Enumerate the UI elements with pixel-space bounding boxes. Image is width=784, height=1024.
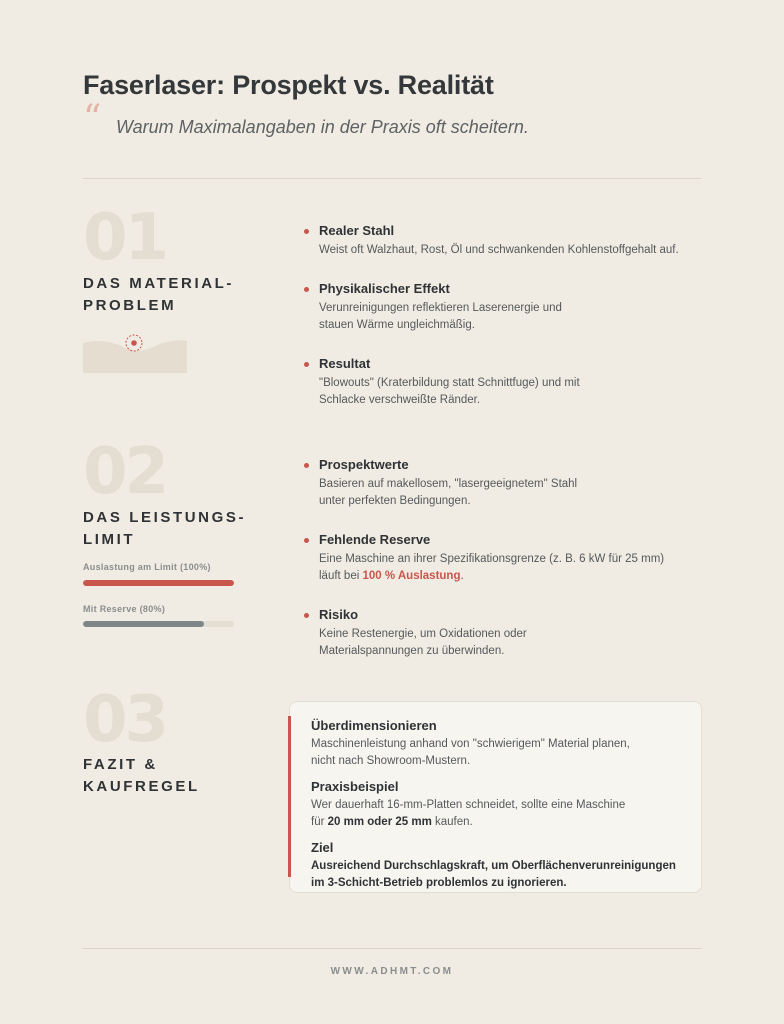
list-item: Resultat "Blowouts" (Kraterbildung statt Schnittfuge) und mit Schlacke verschweißte Ränder. xyxy=(304,356,704,409)
section-number-02: 02 xyxy=(83,435,167,509)
page-title: Faserlaser: Prospekt vs. Realität xyxy=(83,70,494,100)
section-number-01: 01 xyxy=(83,201,167,275)
section-title-material: DAS MATERIAL- PROBLEM xyxy=(83,275,235,314)
progress-bar-limit-fill xyxy=(83,580,234,586)
list-item: Realer Stahl Weist oft Walzhaut, Rost, Öl und schwankenden Kohlenstoffgehalt auf. xyxy=(304,223,704,259)
page-subtitle: Warum Maximalangaben in der Praxis oft scheitern. xyxy=(116,117,529,137)
progress-bar-limit xyxy=(83,580,234,586)
card-block-ueberdimensionieren: Überdimensionieren Maschinenleistung anhand von "schwierigem" Material planen, nicht nach Showroom-Mustern. xyxy=(311,718,630,767)
section-title-limit: DAS LEISTUNGS- LIMIT xyxy=(83,509,247,548)
card-block-ziel: Ziel Ausreichend Durchschlagskraft, um Oberflächenverunreinigungen im 3-Schicht-Betrieb problemlos zu ignorieren. xyxy=(311,840,676,889)
header-divider xyxy=(83,178,701,179)
footer-divider xyxy=(83,948,701,949)
section-number-03: 03 xyxy=(83,683,167,757)
list-item: Fehlende Reserve Eine Maschine an ihrer Spezifikationsgrenze (z. B. 6 kW für 25 mm) läuft bei 100 % Auslastung. xyxy=(304,532,704,585)
bar-label-reserve: Mit Reserve (80%) xyxy=(83,604,166,614)
section-01-bullets xyxy=(304,223,704,431)
section-title-fazit: FAZIT & KAUFREGEL xyxy=(83,756,200,795)
card-accent-bar xyxy=(288,716,291,877)
quote-mark-icon: “ xyxy=(83,98,102,139)
conclusion-card-content xyxy=(311,718,696,892)
material-surface-icon xyxy=(83,333,187,373)
footer-website: WWW.ADHMT.COM xyxy=(330,966,454,977)
card-block-praxisbeispiel: Praxisbeispiel Wer dauerhaft 16-mm-Platten schneidet, sollte eine Maschine für 20 mm oder 25 mm kaufen. xyxy=(311,779,626,828)
list-item: Physikalischer Effekt Verunreinigungen reflektieren Laserenergie und stauen Wärme ungleichmäßig. xyxy=(304,281,704,334)
list-item: Risiko Keine Restenergie, um Oxidationen oder Materialspannungen zu überwinden. xyxy=(304,607,704,660)
list-item: Prospektwerte Basieren auf makellosem, "lasergeeignetem" Stahl unter perfekten Bedingungen. xyxy=(304,457,704,510)
highlight-auslastung: 100 % Auslastung xyxy=(362,570,461,582)
bar-label-limit: Auslastung am Limit (100%) xyxy=(83,562,211,572)
progress-bar-reserve xyxy=(83,621,234,627)
section-02-bullets xyxy=(304,457,704,682)
progress-bar-reserve-fill xyxy=(83,621,204,627)
